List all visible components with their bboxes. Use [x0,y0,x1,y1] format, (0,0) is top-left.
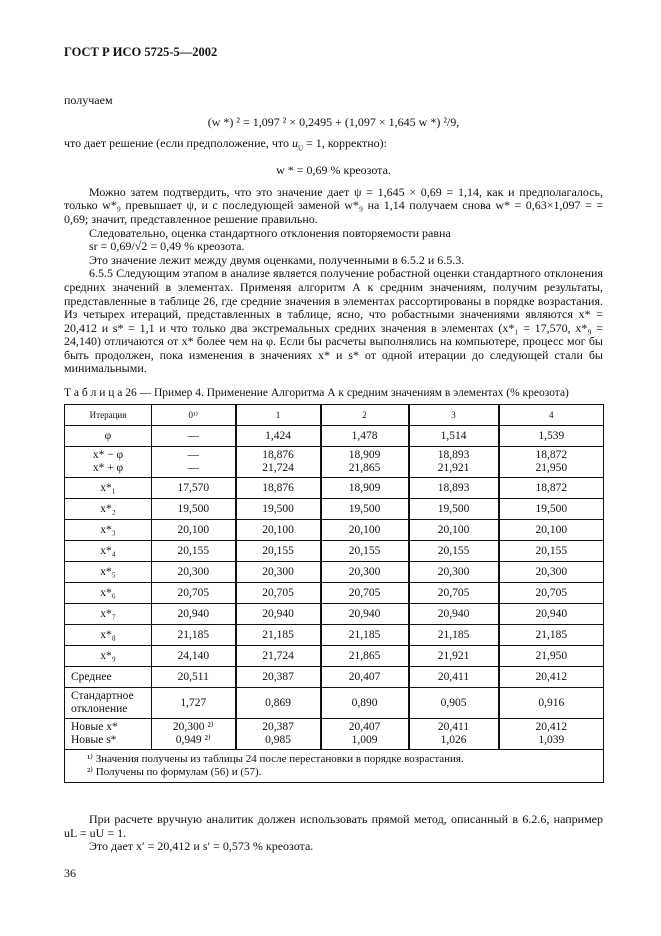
paragraph: Это дает x′ = 20,412 и s′ = 0,573 % креозота. [89,839,314,854]
table-cell: 18,876 21,724 [236,447,321,478]
row-label: x* − φ x* + φ [65,447,152,478]
paragraph: При расчете вручную аналитик должен использовать прямой метод, описанный в 6.2.6, например uL = uU = 1. [64,812,603,840]
table-cell: 20,705 [499,583,604,604]
table-row [65,583,604,604]
table-cell: 17,570 [152,478,236,499]
table-cell: 20,100 [409,520,499,541]
table-row [65,719,604,750]
row-label: x*₉ [65,646,152,667]
footnote: ¹⁾ Значения получены из таблицы 24 после перестановки в порядке возрастания. [87,753,464,766]
table-cell: 20,300 ²⁾ 0,949 ²⁾ [152,719,236,750]
text: = 1, корректно): [303,136,387,151]
equation: sr = 0,69/√2 = 0,49 % креозота. [89,239,245,254]
table-cell: 21,950 [499,646,604,667]
row-label: x*₄ [65,541,152,562]
table-cell: 0,916 [499,688,604,719]
row-label: Среднее [65,667,152,688]
table-row [65,520,604,541]
table-cell: 21,921 [409,646,499,667]
table-row [65,541,604,562]
table-cell: 20,407 1,009 [321,719,409,750]
paragraph: 6.5.5 Следующим этапом в анализе является получение робастной оценки стандартного отклонения средних значений в элементах. Применяя алгоритм А к средним значениям, получим результаты, представленные в таблице 26, где средние значения в элементах рассортированы в порядке возрастания. Из четырех итераций, представленных в таблице, ясно, что робастными значениями являются x* = 20,412 и s* = 1,1 и что только два экстремальных средних значения в элементах (x*₁ = 17,570, x*₉ = 24,140) отличаются от x* более чем на φ. Если бы расчеты выполнялись на компьютере, процесс мог бы быть продолжен, пока изменения в значениях x* и s* от одной итерации до следующей стали бы минимальными. [64,266,603,376]
table-cell: 1,478 [321,426,409,447]
table-cell: 20,705 [321,583,409,604]
table-row [65,426,604,447]
table-cell: 20,387 0,985 [236,719,321,750]
table-cell: 1,539 [499,426,604,447]
column-header: 1 [236,405,321,426]
table-cell: 0,890 [321,688,409,719]
table-cell: 20,705 [236,583,321,604]
text: u [291,136,298,151]
column-header: 2 [321,405,409,426]
table-cell: 20,100 [499,520,604,541]
table-cell: 20,300 [321,562,409,583]
table-cell: 18,909 21,865 [321,447,409,478]
table-caption: Т а б л и ц а 26 — Пример 4. Применение Алгоритма А к средним значениям в элементах (% креозота) [64,387,569,400]
table-row [65,667,604,688]
table-cell: 20,155 [499,541,604,562]
table-cell: 18,893 [409,478,499,499]
table-cell: 1,514 [409,426,499,447]
table-cell: 21,185 [499,625,604,646]
table-cell: 20,100 [152,520,236,541]
text: что дает решение (если предположение, что [64,136,292,151]
column-header: 4 [499,405,604,426]
column-header: 3 [409,405,499,426]
data-table [64,404,604,783]
page-number: 36 [64,865,76,880]
footnote: ²⁾ Получены по формулам (56) и (57). [87,766,262,779]
equation: (w *) ² = 1,097 ² × 0,2495 + (1,097 × 1,645 w *) ²/9, [207,114,460,129]
table-cell: — [152,426,236,447]
table-cell: 18,909 [321,478,409,499]
table-cell: 21,185 [409,625,499,646]
paragraph: Можно затем подтвердить, что это значение дает ψ = 1,645 × 0,69 = 1,14, как и предполагалось, только w*₉ превышает ψ, и с последующей заменой w*₉ на 1,14 получаем снова w* = 0,63×1,097 = = 0,69; значит, представленное решение правильно. [64,184,603,226]
table-cell: 19,500 [499,499,604,520]
table-cell: 19,500 [236,499,321,520]
table-cell: 20,300 [409,562,499,583]
table-cell: 20,412 1,039 [499,719,604,750]
table-row [65,478,604,499]
table-row [65,625,604,646]
row-label: x*₅ [65,562,152,583]
table-cell: 18,893 21,921 [409,447,499,478]
paragraph: Это значение лежит между двумя оценками, полученными в 6.5.2 и 6.5.3. [89,252,465,267]
table-row [65,499,604,520]
table-cell: 20,300 [236,562,321,583]
text: U [297,144,304,153]
table-cell: 20,411 1,026 [409,719,499,750]
paragraph: получаем [64,93,113,107]
row-label: x*₇ [65,604,152,625]
table-row [65,604,604,625]
page-content [64,0,603,880]
paragraph: Следовательно, оценка стандартного отклонения повторяемости равна [89,225,451,240]
footnote-row [65,750,604,783]
table-cell: 20,155 [321,541,409,562]
table-cell: 20,940 [409,604,499,625]
row-label: x*₂ [65,499,152,520]
table-cell: 20,300 [499,562,604,583]
paragraph [64,137,603,156]
table-cell: 19,500 [321,499,409,520]
table-cell: 20,155 [236,541,321,562]
table-footnotes [65,750,604,783]
table-cell: 19,500 [409,499,499,520]
table-cell: 19,500 [152,499,236,520]
row-label: x*₆ [65,583,152,604]
table-cell: 20,940 [236,604,321,625]
table-cell: 21,724 [236,646,321,667]
column-header: 0¹⁾ [152,405,236,426]
table-cell: 20,100 [321,520,409,541]
table-header-row [65,405,604,426]
table-row [65,447,604,478]
table-cell: 0,869 [236,688,321,719]
row-label: x*₈ [65,625,152,646]
row-label: Стандартное отклонение [65,688,152,719]
row-label: Новые x* Новые s* [65,719,152,750]
row-label: φ [65,426,152,447]
table-cell: 24,140 [152,646,236,667]
document-header: ГОСТ Р ИСО 5725-5—2002 [64,45,218,59]
table-cell: 18,876 [236,478,321,499]
table-cell: 20,300 [152,562,236,583]
table-cell: 20,940 [152,604,236,625]
row-label: x*₁ [65,478,152,499]
table-cell: 20,940 [499,604,604,625]
table-row [65,646,604,667]
table-cell: 1,727 [152,688,236,719]
table-cell: 20,407 [321,667,409,688]
table-cell: 20,412 [499,667,604,688]
table-cell: 20,511 [152,667,236,688]
table-cell: 0,905 [409,688,499,719]
table-cell: 21,185 [152,625,236,646]
table-cell: 20,100 [236,520,321,541]
table-cell: 21,865 [321,646,409,667]
table-cell: — — [152,447,236,478]
table-cell: 21,185 [321,625,409,646]
table-cell: 21,185 [236,625,321,646]
table-cell: 1,424 [236,426,321,447]
table-cell: 20,387 [236,667,321,688]
equation: w * = 0,69 % креозота. [276,163,391,178]
table-cell: 20,155 [409,541,499,562]
table-cell: 20,940 [321,604,409,625]
table-cell: 20,705 [152,583,236,604]
column-header: Итерация [65,405,152,426]
table-cell: 20,155 [152,541,236,562]
row-label: x*₃ [65,520,152,541]
table-row [65,688,604,719]
table-cell: 18,872 [499,478,604,499]
table-row [65,562,604,583]
table-cell: 20,705 [409,583,499,604]
table-cell: 18,872 21,950 [499,447,604,478]
table-cell: 20,411 [409,667,499,688]
